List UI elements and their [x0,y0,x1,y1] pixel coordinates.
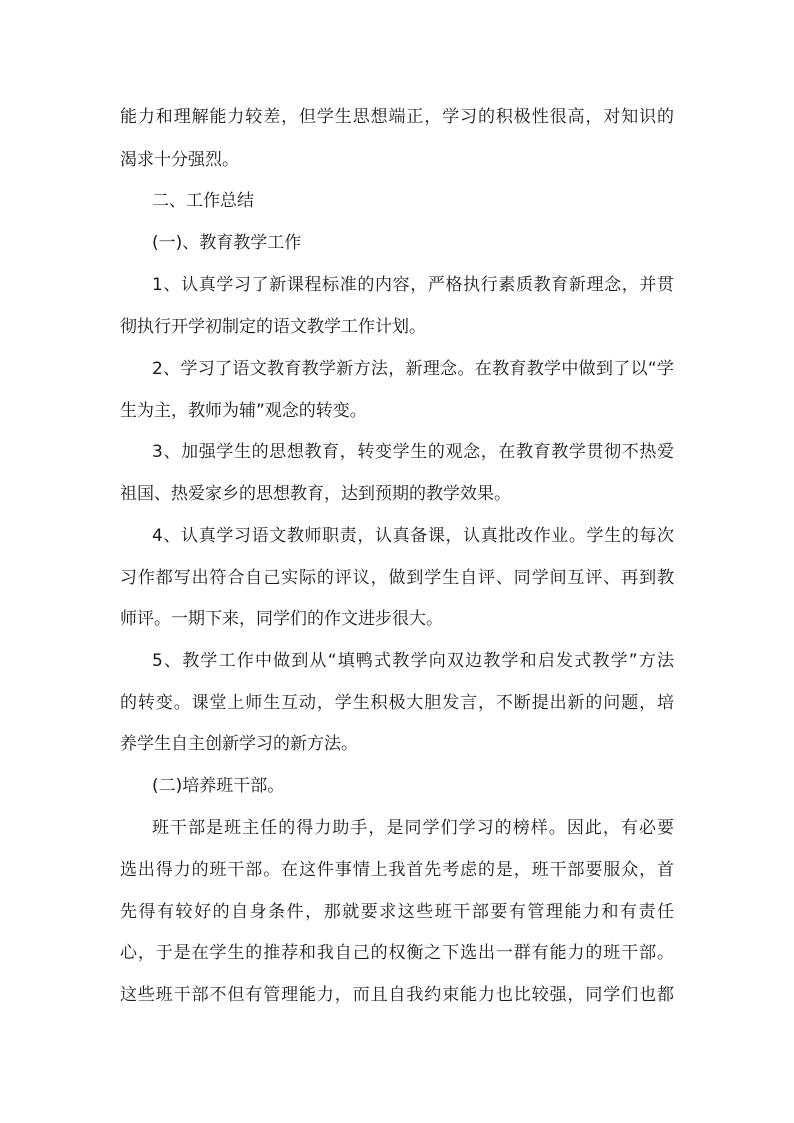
paragraph-line: 先得有较好的自身条件，那就要求这些班干部要有管理能力和有责任 [120,902,674,922]
paragraph-line: 4、认真学习语文教师职责，认真备课，认真批改作业。学生的每次 [152,526,674,546]
paragraph-line: 5、教学工作中做到从“填鸭式教学向双边教学和启发式教学”方法 [152,651,674,671]
paragraph-line: 师评。一期下来，同学们的作文进步很大。 [120,609,443,629]
paragraph-line: 生为主，教师为辅”观念的转变。 [120,401,367,421]
paragraph-line: 选出得力的班干部。在这件事情上我首先考虑的是，班干部要服众，首 [120,860,674,880]
paragraph-line: 3、加强学生的思想教育，转变学生的观念，在教育教学贯彻不热爱 [152,442,674,462]
paragraph-line: 养学生自主创新学习的新方法。 [120,734,358,754]
paragraph-line: 1、认真学习了新课程标准的内容，严格执行素质教育新理念，并贯 [152,275,674,295]
section-heading: 二、工作总结 [152,191,254,211]
paragraph-line: 渴求十分强烈。 [120,150,239,170]
paragraph-line: 心，于是在学生的推荐和我自己的权衡之下选出一群有能力的班干部。 [120,943,674,963]
paragraph-line: 这些班干部不但有管理能力，而且自我约束能力也比较强，同学们也都 [120,985,674,1005]
subsection-heading: (二)培养班干部。 [152,776,285,796]
paragraph-line: 2、学习了语文教育教学新方法，新理念。在教育教学中做到了以“学 [152,359,674,379]
paragraph-line: 的转变。课堂上师生互动，学生积极大胆发言，不断提出新的问题，培 [120,693,674,713]
paragraph-line: 彻执行开学初制定的语文教学工作计划。 [120,317,426,337]
paragraph-line: 祖国、热爱家乡的思想教育，达到预期的教学效果。 [120,484,511,504]
paragraph-line: 习作都写出符合自己实际的评议，做到学生自评、同学间互评、再到教 [120,568,674,588]
paragraph-line: 能力和理解能力较差，但学生思想端正，学习的积极性很高，对知识的 [120,107,674,127]
paragraph-line: 班干部是班主任的得力助手，是同学们学习的榜样。因此，有必要 [152,818,674,838]
subsection-heading: (一)、教育教学工作 [152,233,302,253]
